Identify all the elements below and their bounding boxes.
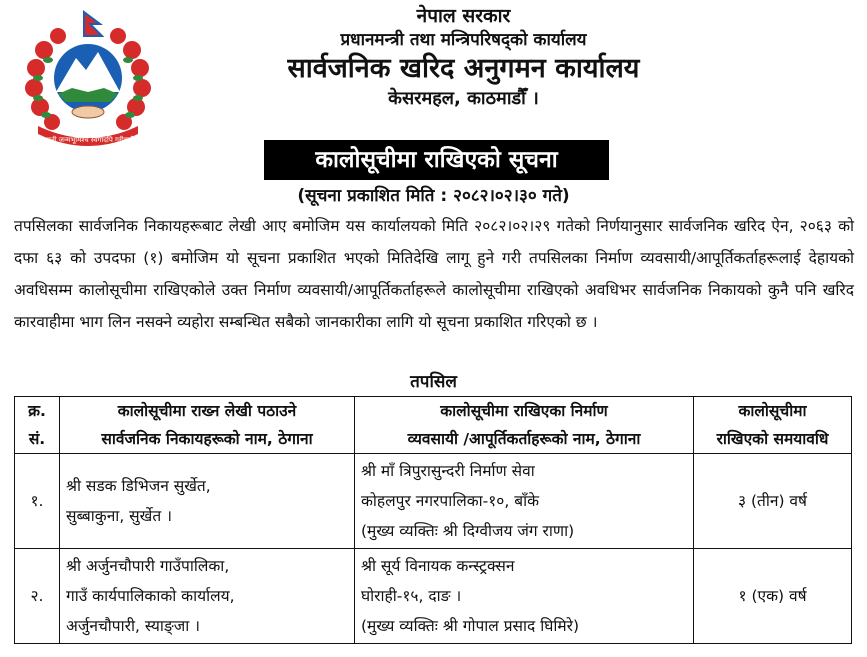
table-row [15,454,852,549]
header-ministry: प्रधानमन्त्री तथा मन्त्रिपरिषद्को कार्यालय [340,30,587,50]
table-title: तपसिल [410,372,457,392]
row-vendor-line: कोहलपुर नगरपालिका-१०, बाँके [361,492,539,510]
row-serial: २. [15,549,60,644]
header-public-body-line1: कालोसूचीमा राख्न लेखी पठाउने [117,402,297,420]
header-vendor-line1: कालोसूचीमा राखिएका निर्माण [440,402,608,420]
header-address: केसरमहल, काठमाडौँ । [388,88,539,109]
row-public-body-line: अर्जुनचौपारी, स्याङ्जा । [66,617,201,635]
row-vendor-line: घोराही-१५, दाङ । [361,587,462,605]
header-vendor-line2: व्यवसायी /आपूर्तिकर्ताहरूको नाम, ठेगाना [407,430,641,448]
notice-body: तपसिलका सार्वजनिक निकायहरूबाट लेखी आए बमोजिम यस कार्यालयको मिति २०८२।०२।२९ गतेको निर्णयानुसार सार्वजनिक खरिद ऐन, २०६३ को दफा ६३ को उपदफा (१) बमोजिम यो सूचना प्रकाशित भएको मितिदेखि लागू हुने गरी तपसिलका निर्माण व्यवसायी/आपूर्तिकर्ताहरूलाई देहायको अवधिसम्म कालोसूचीमा राखिएकोले उक्त निर्माण व्यवसायी/आपूर्तिकर्ताहरूले कालोसूचीमा राखिएको अवधिभर सार्वजनिक निकायको कुनै पनि खरिद कारवाहीमा भाग लिन नसक्ने व्यहोरा सम्बन्धित सबैको जानकारीका लागि यो सूचना प्रकाशित गरिएको छ । [14,217,854,331]
row-period: १ (एक) वर्ष [694,549,852,644]
header-public-body [60,397,355,454]
row-public-body-line: श्री अर्जुनचौपारी गाउँपालिका, [66,557,230,575]
table-header-row [15,397,852,454]
header-public-body-line2: सार्वजनिक निकायहरूको नाम, ठेगाना [101,430,313,448]
header [0,4,867,112]
row-public-body [60,454,355,549]
header-period-line1: कालोसूचीमा [738,402,807,420]
notice-title: कालोसूचीमा राखिएको सूचना [264,140,609,180]
row-vendor-line: (मुख्य व्यक्तिः श्री गोपाल प्रसाद घिमिरे) [361,617,580,635]
header-vendor [355,397,694,454]
row-serial: १. [15,454,60,549]
header-office: सार्वजनिक खरिद अनुगमन कार्यालय [287,53,640,84]
row-vendor-line: (मुख्य व्यक्तिः श्री दिग्वीजय जंग राणा) [361,522,575,540]
row-vendor-line: श्री सूर्य विनायक कन्स्ट्रक्सन [361,557,515,575]
row-public-body [60,549,355,644]
blacklist-table [14,396,852,644]
row-public-body-line: गाउँ कार्यपालिकाको कार्यालय, [66,587,235,605]
header-serial-line2: सं. [28,430,46,448]
header-period [694,397,852,454]
header-serial [15,397,60,454]
row-vendor [355,454,694,549]
header-government: नेपाल सरकार [416,5,511,27]
row-public-body-line: श्री सडक डिभिजन सुर्खेत, [66,477,211,495]
emblem-banner-text: जननी जन्मभूमिश्च स्वर्गादपि गरीयसी [41,136,135,144]
publication-date: (सूचना प्रकाशित मिति : २०८२।०२।३० गते) [297,186,570,206]
row-vendor [355,549,694,644]
row-public-body-line: सुब्बाकुना, सुर्खेत । [66,507,172,525]
header-period-line2: राखिएको समयावधि [716,430,829,448]
header-serial-line1: क्र. [28,402,46,420]
row-vendor-line: श्री माँ त्रिपुरासुन्दरी निर्माण सेवा [361,462,535,480]
table-row [15,549,852,644]
row-period: ३ (तीन) वर्ष [694,454,852,549]
